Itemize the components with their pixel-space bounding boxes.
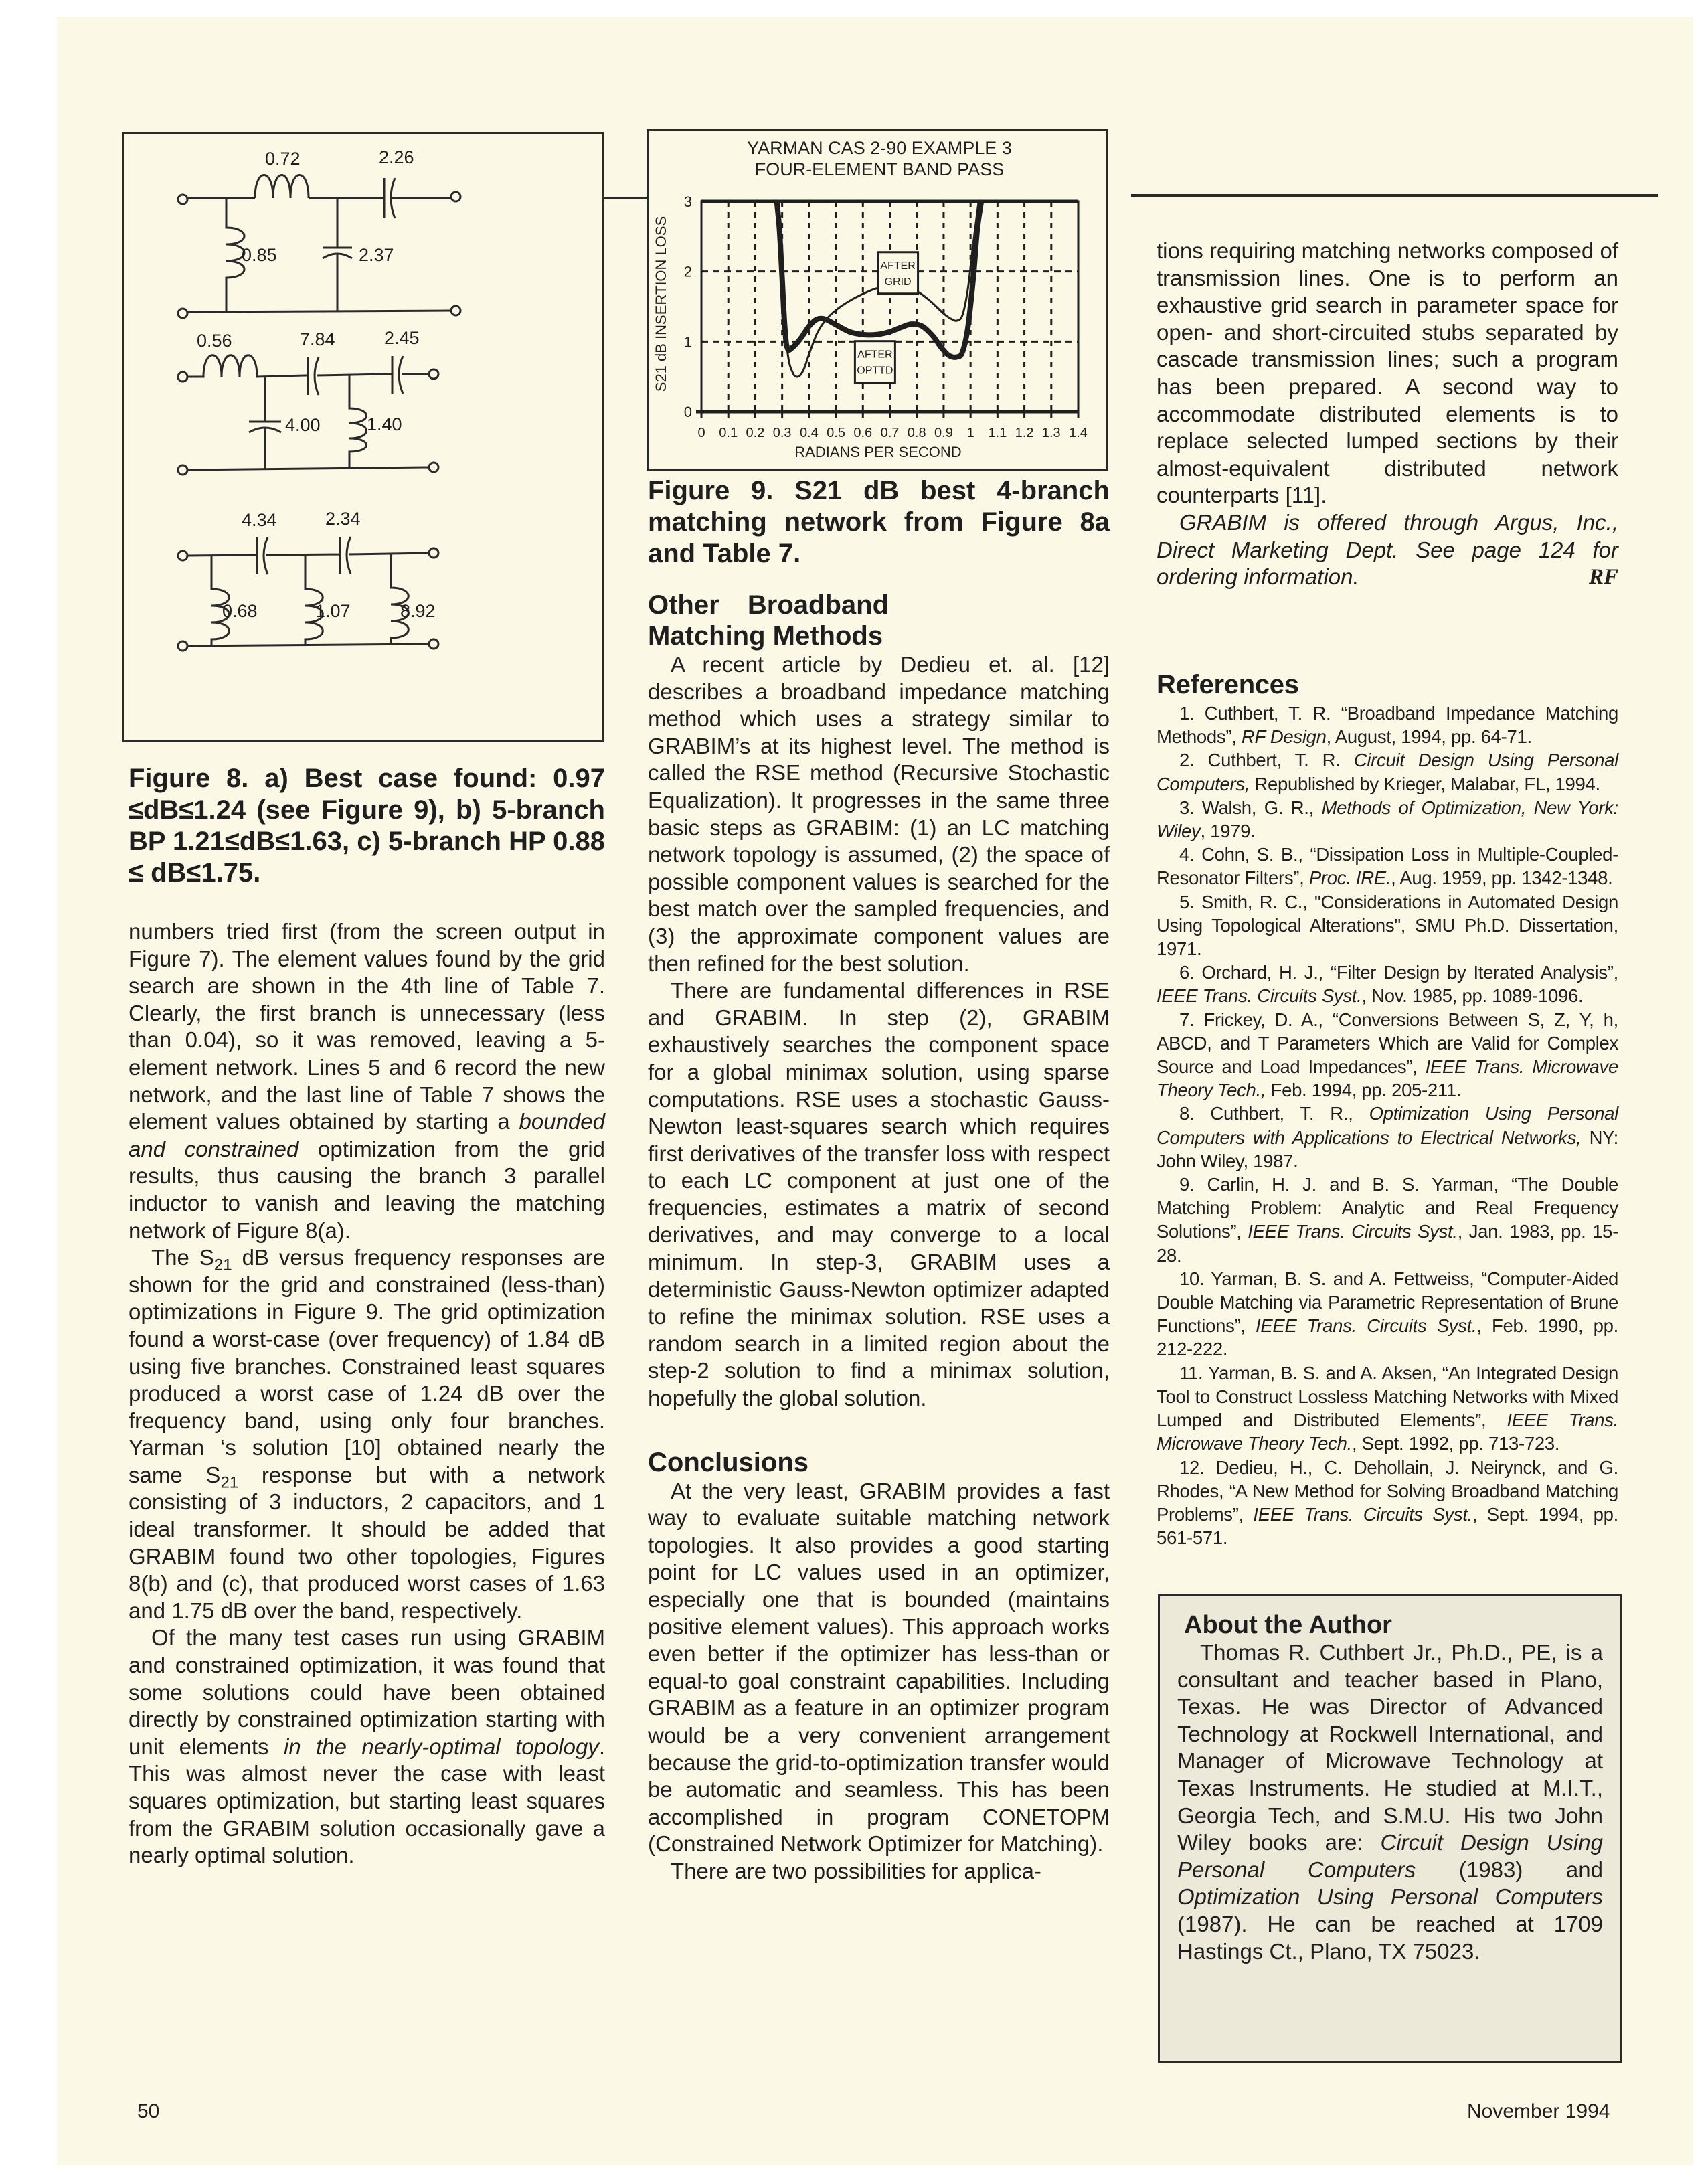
- text: The S: [151, 1245, 214, 1270]
- text: 1. Cuthbert, T. R. “Broadband Impedance Matching Methods”,: [1157, 703, 1618, 748]
- body-paragraph: tions requiring matching networks composed of transmission lines. One is to perform an exhaustive grid search in parameter space for open- and short-circuited stubs separated by cascade transmission lines; such a program has been prepared. A second way to accommodate distributed elements is to replace selected lumped sections by their almost-equivalent distributed network counterparts [11].: [1157, 238, 1618, 508]
- x-tick-label: 0.2: [746, 426, 765, 440]
- inductor-icon: [349, 375, 367, 469]
- italic-text: IEEE Trans. Microwave Theory Tech.: [1157, 1410, 1618, 1454]
- text: 4. Cohn, S. B., “Dissipation Loss in Multiple-Coupled-Resonator Filters”,: [1157, 844, 1618, 889]
- text: NY: John Wiley, 1987.: [1157, 1126, 1618, 1171]
- reference-item: [1157, 1008, 1618, 1102]
- italic-text: Circuit Design Using Personal Computers,: [1157, 750, 1618, 794]
- section-heading: Other Broadband Matching Methods: [648, 590, 889, 651]
- value-label: 0.72: [265, 149, 301, 169]
- inductor-icon: [187, 355, 305, 377]
- page-number: 50: [137, 2100, 160, 2122]
- italic-text: Optimization Using Personal Computers with Applications to Electrical Networks,: [1157, 1103, 1618, 1148]
- body-paragraph: At the very least, GRABIM provides a fast way to evaluate suitable matching network topologies. It also provides a good starting point for LC values used in an optimizer, especially one that is bounded (maintains positive element values). This approach works even better if the optimizer has less-than or equal-to goal constraint capabilities. Including GRABIM as a feature in an optimizer program would be a very convenient arrangement because the grid-to-optimization transfer would be automatic and seamless. This has been accomplished in program CONETOPM (Constrained Network Optimizer for Matching).: [648, 1478, 1110, 1857]
- reference-item: [1157, 1173, 1618, 1267]
- italic-text: IEEE Trans. Microwave Theory Tech.,: [1157, 1056, 1618, 1101]
- italic-text: Methods of Optimization, New York: Wiley: [1157, 796, 1618, 842]
- book-title: Circuit Design Using Personal Computers: [1177, 1830, 1604, 1882]
- circuit-c: [178, 537, 438, 651]
- x-axis-label: RADIANS PER SECOND: [794, 444, 962, 460]
- capacitor-icon: [305, 357, 386, 395]
- reference-item: [1157, 1102, 1618, 1173]
- text: 9. Carlin, H. J. and B. S. Yarman, “The Double Matching Problem: Analytic and Real Frequency Solutions”,: [1157, 1174, 1618, 1242]
- terminal-icon: [451, 306, 460, 315]
- about-author-heading: About the Author: [1184, 1611, 1392, 1639]
- figure-8-caption: Figure 8. a) Best case found: 0.97 ≤dB≤1.24 (see Figure 9), b) 5-branch BP 1.21≤dB≤1.63, c) 5-branch HP 0.88 ≤ dB≤1.75.: [129, 764, 605, 888]
- text: optimization from the grid results, thus causing the branch 3 parallel inductor to vanish and leaving the matching network of Figure 8(a).: [129, 1136, 605, 1243]
- reference-item: [1157, 890, 1618, 961]
- ordering-note: [1157, 509, 1618, 591]
- y-axis-label: S21 dB INSERTION LOSS: [653, 216, 669, 392]
- reference-item: [1157, 701, 1618, 748]
- value-label: 2.34: [325, 509, 361, 529]
- value-label: 2.37: [359, 245, 394, 265]
- capacitor-icon: [249, 376, 281, 469]
- x-tick-label: 0: [697, 426, 705, 440]
- italic-text: IEEE Trans. Circuits Syst.: [1248, 1221, 1458, 1242]
- x-tick-label: 1.3: [1041, 426, 1061, 440]
- text: Feb. 1994, pp. 205-211.: [1266, 1080, 1462, 1101]
- value-label: 4.34: [242, 510, 277, 530]
- circuit-a: [178, 175, 460, 319]
- references-heading: References: [1157, 670, 1299, 699]
- value-label: 0.56: [197, 331, 232, 351]
- text: , Sept. 1992, pp. 713-723.: [1351, 1433, 1560, 1454]
- text: 8. Cuthbert, T. R.,: [1179, 1103, 1369, 1124]
- left-column: [129, 763, 605, 1869]
- value-label: 0.68: [222, 601, 258, 621]
- text: , Aug. 1959, pp. 1342-1348.: [1391, 867, 1613, 889]
- italic-text: IEEE Trans. Circuits Syst.: [1157, 985, 1362, 1007]
- italic-text: IEEE Trans. Circuits Syst.: [1253, 1503, 1473, 1525]
- value-label: 4.00: [285, 415, 321, 435]
- x-tick-label: 0.8: [907, 426, 926, 440]
- text: GRABIM is offered through Argus, Inc., Direct Marketing Dept. See page 124 for ordering information.: [1157, 509, 1618, 590]
- x-tick-label: 1: [966, 426, 974, 440]
- reference-item: [1157, 960, 1618, 1007]
- value-label: 0.85: [242, 245, 277, 265]
- section-heading: Conclusions: [648, 1447, 809, 1477]
- text: response but with a network consisting of 3 inductors, 2 capacitors, and 1 ideal transformer. It should be added that GRABIM found two other topologies, Figures 8(b) and (c), that produced worst cases of 1.63 and 1.75 dB over the band, respectively.: [129, 1462, 605, 1623]
- y-tick-label: 0: [683, 404, 692, 420]
- reference-list: [1157, 701, 1618, 1549]
- value-label: 8.92: [400, 601, 436, 621]
- annotation-label: GRID: [884, 276, 912, 288]
- book-title: Optimization Using Personal Computers: [1177, 1884, 1603, 1910]
- capacitor-icon: [386, 356, 429, 394]
- figure-9-caption: Figure 9. S21 dB best 4-branch matching network from Figure 8a and Table 7.: [648, 476, 1110, 568]
- body-paragraph: [129, 1624, 605, 1869]
- middle-column: [648, 475, 1110, 1885]
- text: , Jan. 1983, pp. 15-28.: [1157, 1221, 1618, 1266]
- text: . This was almost never the case with least squares optimization, but starting least squares from the GRABIM solution occasionally gave a nearly optimal solution.: [129, 1734, 606, 1868]
- text: , Sept. 1994, pp. 561-571.: [1157, 1503, 1618, 1549]
- reference-item: [1157, 796, 1618, 843]
- inductor-icon: [391, 554, 408, 644]
- y-tick-label: 1: [683, 333, 692, 351]
- text: Republished by Krieger, Malabar, FL, 1994.: [1250, 773, 1600, 794]
- reference-item: [1157, 843, 1618, 890]
- reference-item: [1157, 748, 1618, 795]
- terminal-icon: [178, 195, 187, 204]
- text: , Nov. 1985, pp. 1089-1096.: [1361, 985, 1584, 1007]
- x-tick-label: 0.3: [772, 426, 792, 440]
- italic-text: in the nearly-optimal topology: [283, 1734, 599, 1759]
- inductor-icon: [255, 175, 309, 199]
- value-label: 1.40: [367, 414, 402, 434]
- text: 12. Dedieu, H., C. Dehollain, J. Neirynck, and G. Rhodes, “A New Method for Solving Broadband Matching Problems”,: [1157, 1456, 1618, 1525]
- capacitor-icon: [187, 537, 429, 574]
- inductor-icon: [305, 555, 323, 645]
- text: dB versus frequency responses are shown for the grid and constrained (less-than) optimizations in Figure 9. The grid optimization found a worst-case (over frequency) of 1.84 dB using five branches. Constrained least squares produced a worst case of 1.24 dB over the frequency band, using only four branches. Yarman ‘s solution [10] obtained nearly the same S: [129, 1245, 605, 1487]
- italic-text: IEEE Trans. Circuits Syst.: [1256, 1315, 1477, 1337]
- x-tick-label: 0.1: [719, 426, 738, 440]
- terminal-icon: [451, 192, 460, 201]
- annotation-label: AFTER: [857, 349, 893, 361]
- x-tick-label: 0.4: [799, 426, 819, 440]
- reference-item: [1157, 1456, 1618, 1550]
- x-tick-label: 0.7: [880, 426, 900, 440]
- reference-item: [1157, 1361, 1618, 1456]
- x-tick-label: 1.1: [988, 426, 1007, 440]
- body-paragraph: There are two possibilities for applica-: [671, 1858, 1041, 1883]
- circuit-diagrams: [124, 134, 602, 740]
- value-label: 2.26: [379, 147, 414, 167]
- text: , Feb. 1990, pp. 212-222.: [1157, 1315, 1618, 1360]
- x-tick-label: 0.5: [827, 426, 845, 440]
- chart-title: YARMAN CAS 2-90 EXAMPLE 3: [747, 138, 1012, 158]
- text: 7. Frickey, D. A., “Conversions Between S, Z, Y, h, ABCD, and T Parameters Which are Valid for Complex Source and Load Impedances”,: [1157, 1009, 1618, 1078]
- text: 2. Cuthbert, T. R.: [1179, 750, 1354, 771]
- x-tick-label: 1.2: [1015, 426, 1034, 440]
- x-tick-label: 0.9: [934, 426, 953, 440]
- figure-8-schematics: [122, 132, 604, 742]
- right-column: [1157, 238, 1618, 591]
- text: 10. Yarman, B. S. and A. Fettweiss, “Computer-Aided Double Matching via Parametric Representation of Brune Functions”,: [1157, 1268, 1618, 1337]
- chart-svg: [649, 131, 1106, 469]
- text: Thomas R. Cuthbert Jr., Ph.D., PE, is a consultant and teacher based in Plano, Texas. He was Director of Advanced Technology at Rockwell International, and Manager of Microwave Technology at Texas Instruments. He studied at M.I.T., Georgia Tech, and S.M.U. His two John Wiley books are:: [1177, 1640, 1603, 1855]
- reference-item: [1157, 1267, 1618, 1361]
- italic-text: bounded and constrained: [129, 1109, 605, 1161]
- text: 6. Orchard, H. J., “Filter Design by Iterated Analysis”,: [1179, 962, 1618, 983]
- author-bio: [1177, 1639, 1603, 1965]
- top-rule-right: [1131, 194, 1658, 197]
- text: , August, 1994, pp. 64-71.: [1326, 726, 1532, 748]
- y-tick-label: 3: [683, 193, 692, 210]
- about-author-box: [1158, 1594, 1622, 2063]
- body-paragraph: There are fundamental differences in RSE and GRABIM. In step (2), GRABIM exhaustively searches the component space for a global minimax solution, using sparse computations. RSE uses a stochastic Gauss-Newton least-squares search which requires first derivatives of the transfer loss with respect to each LC component at just one of the frequencies, estimates a matrix of second derivatives, and may converge to a local minimum. In step-3, GRABIM uses a deterministic Gauss-Newton optimizer adapted to refine the minimax solution. RSE uses a random search in a limited region about the step-2 solution to find a minimax solution, hopefully the global solution.: [648, 978, 1110, 1411]
- capacitor-icon: [323, 198, 352, 311]
- subscript: 21: [214, 1256, 232, 1274]
- text: 11. Yarman, B. S. and A. Aksen, “An Integrated Design Tool to Construct Lossless Matching Networks with Mixed Lumped and Distributed Elements”,: [1157, 1362, 1618, 1431]
- value-label: 1.07: [315, 601, 351, 621]
- italic-text: Proc. IRE.: [1308, 867, 1391, 889]
- body-paragraph: [129, 918, 605, 1244]
- body-paragraph: A recent article by Dedieu et. al. [12] describes a broadband impedance matching method which uses a strategy similar to GRABIM’s at its highest level. The method is called the RSE method (Recursive Stochastic Equalization). It progresses in the same three basic steps as GRABIM: (1) an LC matching network topology is assumed, (2) the space of possible component values is searched for the best match over the sampled frequencies, and (3) the approximate component values are then refined for the best solution.: [648, 652, 1110, 976]
- text: , 1979.: [1200, 821, 1256, 842]
- end-mark: RF: [1588, 565, 1618, 590]
- text: numbers tried first (from the screen output in Figure 7). The element values found by the grid search are shown in the 4th line of Table 7. Clearly, the first branch is unnecessary (less than 0.04), so it was removed, leaving a 5-element network. Lines 5 and 6 record the new network, and the last line of Table 7 shows the element values obtained by starting a: [129, 919, 605, 1135]
- value-label: 7.84: [300, 329, 335, 349]
- y-tick-label: 2: [683, 263, 692, 280]
- subscript: 21: [220, 1473, 239, 1492]
- issue-date: November 1994: [1467, 2100, 1610, 2122]
- annotation-label: OPTTD: [857, 365, 893, 377]
- text: (1983) and: [1416, 1857, 1603, 1882]
- top-rule-left: [604, 197, 647, 199]
- text: 5. Smith, R. C., "Considerations in Automated Design Using Topological Alterations", SMU Ph.D. Dissertation, 1971.: [1157, 891, 1618, 960]
- terminal-icon: [178, 309, 187, 318]
- figure-9-chart: [647, 129, 1108, 471]
- x-tick-label: 0.6: [853, 426, 873, 440]
- annotation-label: AFTER: [880, 260, 916, 272]
- chart-subtitle: FOUR-ELEMENT BAND PASS: [754, 159, 1005, 179]
- text: (1987). He can be reached at 1709 Hastings Ct., Plano, TX 75023.: [1177, 1911, 1603, 1964]
- text: 3. Walsh, G. R.,: [1179, 796, 1322, 818]
- body-paragraph: [129, 1244, 605, 1624]
- italic-text: RF Design: [1241, 726, 1327, 748]
- text: Of the many test cases run using GRABIM and constrained optimization, it was found that some solutions could have been obtained directly by constrained optimization starting with unit elements: [129, 1625, 605, 1759]
- x-tick-label: 1.4: [1069, 426, 1088, 440]
- value-label: 2.45: [384, 328, 420, 348]
- references: [1157, 669, 1618, 1549]
